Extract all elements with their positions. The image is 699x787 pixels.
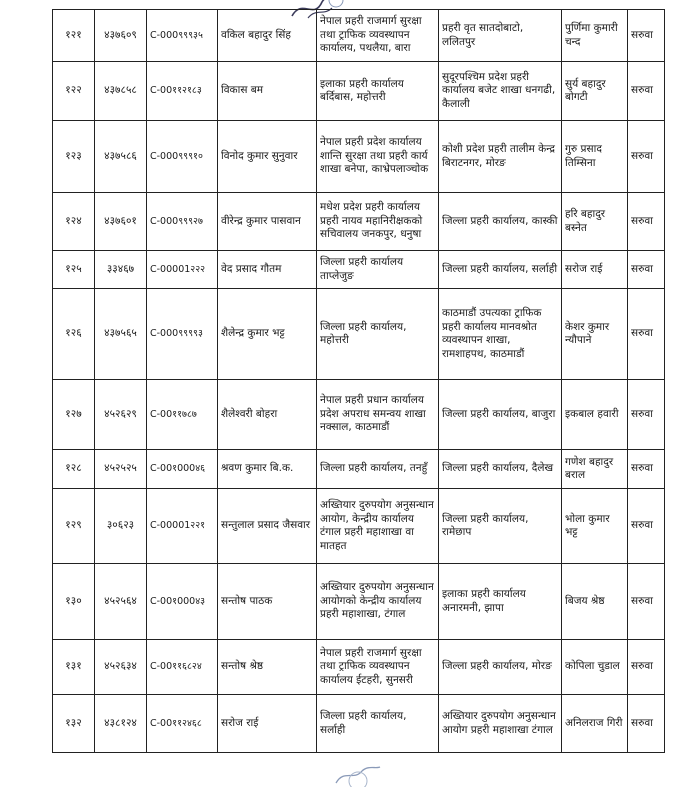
name-cell: वेद प्रसाद गौतम: [218, 251, 317, 289]
current-office-cell: अख्तियार दुरुपयोग अनुसन्धान आयोगको केन्द्रीय कार्यालय प्रहरी महाशाखा, टंगाल: [317, 564, 439, 640]
code-cell: C-00११७८७: [147, 380, 218, 450]
employee-id-cell: ३०६२३: [95, 489, 147, 564]
current-office-cell: जिल्ला प्रहरी कार्यालय, महोत्तरी: [317, 289, 439, 380]
remark-cell: सरुवा: [628, 489, 665, 564]
serial-number-cell: १२६: [53, 289, 95, 380]
remark-cell: सरुवा: [628, 564, 665, 640]
current-office-cell: नेपाल प्रहरी प्रदेश कार्यालय शान्ति सुरक्षा तथा प्रहरी कार्य शाखा बनेपा, काभ्रेपलाञ्चोक: [317, 121, 439, 193]
name-cell: विकास बम: [218, 62, 317, 121]
name-cell: वकिल बहादुर सिंह: [218, 10, 317, 62]
transfer-office-cell: कोशी प्रदेश प्रहरी तालीम केन्द्र बिराटनगर, मोरङ: [439, 121, 562, 193]
substitute-cell: हरि बहादुर बस्नेत: [562, 193, 628, 251]
substitute-cell: अनिलराज गिरी: [562, 695, 628, 753]
transfer-list-table: [52, 9, 665, 753]
code-cell: C-00१000४६: [147, 450, 218, 489]
employee-id-cell: ४३८१२४: [95, 695, 147, 753]
transfer-office-cell: जिल्ला प्रहरी कार्यालय, मोरङ: [439, 640, 562, 695]
substitute-cell: बिजय श्रेष्ठ: [562, 564, 628, 640]
serial-number-cell: १२२: [53, 62, 95, 121]
current-office-cell: नेपाल प्रहरी राजमार्ग सुरक्षा तथा ट्राफिक व्यवस्थापन कार्यालय ईटहरी, सुनसरी: [317, 640, 439, 695]
serial-number-cell: १२१: [53, 10, 95, 62]
current-office-cell: नेपाल प्रहरी प्रधान कार्यालय प्रदेश अपराध समन्वय शाखा नक्साल, काठमाडौं: [317, 380, 439, 450]
serial-number-cell: १३०: [53, 564, 95, 640]
substitute-cell: गणेश बहादुर बराल: [562, 450, 628, 489]
transfer-office-cell: जिल्ला प्रहरी कार्यालय, कास्की: [439, 193, 562, 251]
current-office-cell: इलाका प्रहरी कार्यालय बर्दिबास, महोत्तरी: [317, 62, 439, 121]
serial-number-cell: १२४: [53, 193, 95, 251]
name-cell: सरोज राई: [218, 695, 317, 753]
current-office-cell: नेपाल प्रहरी राजमार्ग सुरक्षा तथा ट्राफिक व्यवस्थापन कार्यालय, पथलैया, बारा: [317, 10, 439, 62]
code-cell: C-00११२१८३: [147, 62, 218, 121]
employee-id-cell: ३३४६७: [95, 251, 147, 289]
substitute-cell: इकबाल हवारी: [562, 380, 628, 450]
remark-cell: सरुवा: [628, 640, 665, 695]
employee-id-cell: ४५२५६४: [95, 564, 147, 640]
table-row: [53, 695, 665, 753]
transfer-office-cell: जिल्ला प्रहरी कार्यालय, बाजुरा: [439, 380, 562, 450]
code-cell: C-00११६८२४: [147, 640, 218, 695]
name-cell: सन्तोष पाठक: [218, 564, 317, 640]
serial-number-cell: १३१: [53, 640, 95, 695]
employee-id-cell: ४३७५६५: [95, 289, 147, 380]
employee-id-cell: ४३७६०१: [95, 193, 147, 251]
transfer-office-cell: जिल्ला प्रहरी कार्यालय, सर्लाही: [439, 251, 562, 289]
table-row: [53, 640, 665, 695]
remark-cell: सरुवा: [628, 251, 665, 289]
name-cell: विनोद कुमार सुनुवार: [218, 121, 317, 193]
employee-id-cell: ४५२५२५: [95, 450, 147, 489]
table-row: [53, 251, 665, 289]
current-office-cell: जिल्ला प्रहरी कार्यालय, सर्लाही: [317, 695, 439, 753]
table-row: [53, 193, 665, 251]
remark-cell: सरुवा: [628, 450, 665, 489]
employee-id-cell: ४५२६२९: [95, 380, 147, 450]
current-office-cell: जिल्ला प्रहरी कार्यालय, तनहुँ: [317, 450, 439, 489]
code-cell: C-000९९९१०: [147, 121, 218, 193]
transfer-office-cell: जिल्ला प्रहरी कार्यालय, रामेछाप: [439, 489, 562, 564]
code-cell: C-00११२४६८: [147, 695, 218, 753]
serial-number-cell: १२५: [53, 251, 95, 289]
remark-cell: सरुवा: [628, 193, 665, 251]
code-cell: C-00001२२२: [147, 251, 218, 289]
transfer-office-cell: जिल्ला प्रहरी कार्यालय, दैलेख: [439, 450, 562, 489]
substitute-cell: गुरु प्रसाद तिम्सिना: [562, 121, 628, 193]
table-row: [53, 380, 665, 450]
seal-stamp-bottom: [332, 763, 384, 787]
transfer-office-cell: सुदूरपश्चिम प्रदेश प्रहरी कार्यालय बजेट शाखा धनगढी, कैलाली: [439, 62, 562, 121]
table-row: [53, 289, 665, 380]
transfer-office-cell: प्रहरी वृत सातदोबाटो, ललितपुर: [439, 10, 562, 62]
remark-cell: सरुवा: [628, 121, 665, 193]
substitute-cell: पुर्णिमा कुमारी चन्द: [562, 10, 628, 62]
current-office-cell: जिल्ला प्रहरी कार्यालय ताप्लेजुङ: [317, 251, 439, 289]
employee-id-cell: ४३७८५८: [95, 62, 147, 121]
name-cell: श्रवण कुमार बि.क.: [218, 450, 317, 489]
table-row: [53, 564, 665, 640]
serial-number-cell: १३२: [53, 695, 95, 753]
code-cell: C-000९९९३५: [147, 10, 218, 62]
substitute-cell: केशर कुमार न्यौपाने: [562, 289, 628, 380]
employee-id-cell: ४५२६३४: [95, 640, 147, 695]
substitute-cell: भोला कुमार भट्ट: [562, 489, 628, 564]
remark-cell: सरुवा: [628, 695, 665, 753]
table-row: [53, 121, 665, 193]
employee-id-cell: ४३७६०९: [95, 10, 147, 62]
remark-cell: सरुवा: [628, 10, 665, 62]
code-cell: C-000९९९२७: [147, 193, 218, 251]
code-cell: C-00001२२१: [147, 489, 218, 564]
remark-cell: सरुवा: [628, 289, 665, 380]
employee-id-cell: ४३७५८६: [95, 121, 147, 193]
serial-number-cell: १२८: [53, 450, 95, 489]
serial-number-cell: १२७: [53, 380, 95, 450]
current-office-cell: मधेश प्रदेश प्रहरी कार्यालय प्रहरी नायव महानिरीक्षकको सचिवालय जनकपुर, धनुषा: [317, 193, 439, 251]
table-row: [53, 62, 665, 121]
substitute-cell: सरोज राई: [562, 251, 628, 289]
table-row: [53, 450, 665, 489]
code-cell: C-000९९९९३: [147, 289, 218, 380]
remark-cell: सरुवा: [628, 62, 665, 121]
serial-number-cell: १२९: [53, 489, 95, 564]
serial-number-cell: १२३: [53, 121, 95, 193]
substitute-cell: कोपिला चुडाल: [562, 640, 628, 695]
current-office-cell: अख्तियार दुरुपयोग अनुसन्धान आयोग, केन्द्रीय कार्यालय टंगाल प्रहरी महाशाखा वा मातहत: [317, 489, 439, 564]
transfer-office-cell: अख्तियार दुरुपयोग अनुसन्धान आयोग प्रहरी महाशाखा टंगाल: [439, 695, 562, 753]
table-row: [53, 489, 665, 564]
substitute-cell: सुर्य बहादुर बोगटी: [562, 62, 628, 121]
name-cell: वीरेन्द्र कुमार पासवान: [218, 193, 317, 251]
code-cell: C-00१000४३: [147, 564, 218, 640]
remark-cell: सरुवा: [628, 380, 665, 450]
table-row: [53, 10, 665, 62]
name-cell: शैलेन्द्र कुमार भट्ट: [218, 289, 317, 380]
name-cell: शैलेश्वरी बोहरा: [218, 380, 317, 450]
name-cell: सन्तुलाल प्रसाद जैसवार: [218, 489, 317, 564]
transfer-office-cell: काठमाडौं उपत्यका ट्राफिक प्रहरी कार्यालय मानवश्रोत व्यवस्थापन शाखा, रामशाहपथ, काठमाडौं: [439, 289, 562, 380]
transfer-office-cell: इलाका प्रहरी कार्यालय अनारमनी, झापा: [439, 564, 562, 640]
name-cell: सन्तोष श्रेष्ठ: [218, 640, 317, 695]
